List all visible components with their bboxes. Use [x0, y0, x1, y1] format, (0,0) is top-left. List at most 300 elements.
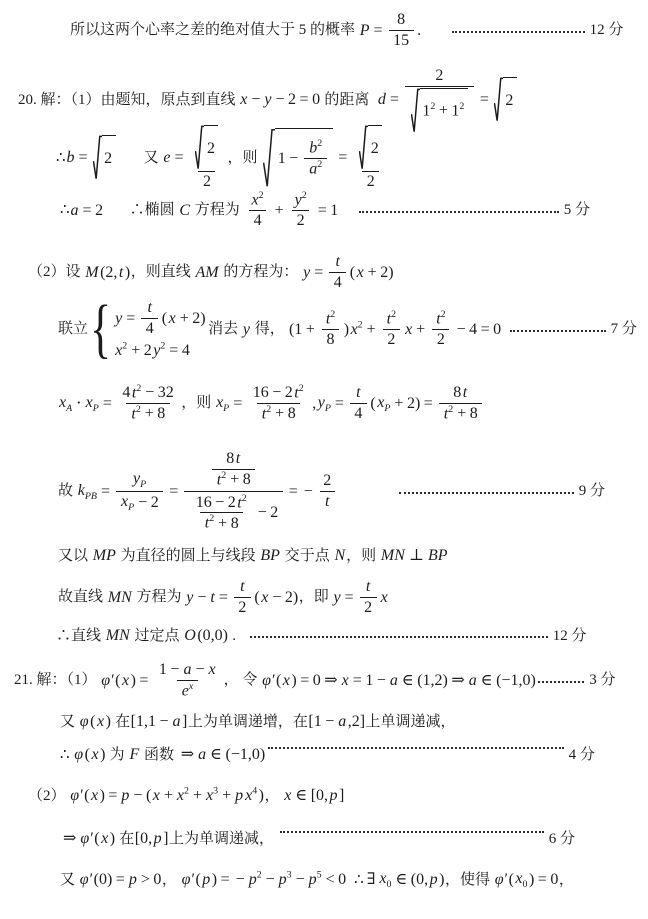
math-number: 8 [242, 470, 251, 488]
math-variable: x [152, 787, 160, 804]
math-variable: t [365, 578, 371, 595]
math-operator: = [233, 394, 243, 412]
fraction-denominator [126, 403, 169, 424]
math-number: 2 [387, 330, 396, 348]
math-subscript: P [324, 403, 331, 415]
fraction-denominator [304, 158, 327, 179]
math-supscript: 4 [252, 785, 258, 797]
math-sqrt [411, 88, 468, 133]
math-operator: − [376, 671, 386, 689]
math-number: 2 [364, 598, 373, 616]
math-number: ( [161, 309, 168, 327]
fraction-numerator [331, 252, 345, 272]
math-number: ) [211, 870, 218, 888]
math-supscript: 2 [136, 383, 142, 394]
math-text: 交于点 [280, 547, 334, 564]
math-text: 联立 [58, 321, 89, 338]
math-number: ] [182, 713, 188, 730]
score-label: 9 分 [578, 483, 606, 500]
math-number: 2 [95, 201, 104, 219]
math-variable: P [359, 21, 370, 39]
math-variable: $y_P$ [133, 469, 147, 490]
fraction-denominator [257, 403, 300, 424]
math-text: ∴ [346, 871, 364, 888]
math-variable: p [202, 870, 211, 888]
math-number: ( [94, 829, 100, 847]
math-operator: = [300, 671, 310, 689]
exists-line [60, 869, 574, 890]
math-number: (0) [93, 870, 113, 888]
math-text: 得， [250, 321, 289, 338]
circle-line [58, 546, 448, 565]
sqrt-content [102, 135, 116, 180]
math-operator: + [131, 342, 141, 360]
math-operator: − [303, 482, 313, 500]
math-operator: = [174, 149, 184, 167]
math-operator: + [416, 320, 426, 338]
math-fraction [118, 383, 178, 424]
math-supscript: 2 [221, 469, 227, 481]
math-operator: − [272, 588, 282, 606]
math-operator: ∃ [366, 870, 376, 888]
math-number: (0,0) [197, 627, 228, 644]
math-fraction [319, 471, 336, 511]
math-number: 2 [370, 139, 379, 157]
math-number: 0 [312, 671, 321, 689]
math-number: ( [508, 870, 514, 888]
fraction-numerator [351, 383, 365, 403]
math-variable: $t^2$ [261, 403, 272, 423]
math-operator: ∈ [480, 671, 493, 689]
math-number: (−1,0) [225, 745, 266, 763]
fraction-numerator [431, 66, 448, 86]
fraction-denominator [350, 403, 367, 424]
math-variable: x [101, 829, 109, 847]
fraction-denominator [234, 597, 251, 618]
math-number: 2 [227, 493, 236, 511]
math-supscript: 5 [316, 869, 322, 881]
math-operator: = [108, 787, 118, 804]
math-text: 方程为 [132, 589, 186, 606]
f-function-line [60, 744, 595, 765]
math-number: 8 [453, 384, 462, 402]
math-number: 8 [397, 11, 406, 28]
math-fraction [154, 660, 220, 701]
math-variable: MN [105, 627, 130, 644]
math-variable: $t^2$ [443, 403, 454, 423]
math-operator: − [251, 91, 261, 109]
math-number: ) [258, 787, 264, 804]
math-variable: $x_A$ [59, 393, 73, 415]
math-text: 的方程为： [219, 264, 303, 281]
math-variable: $b^2$ [309, 138, 323, 157]
math-variable: $x_P$ [121, 492, 135, 513]
math-variable: a [198, 745, 207, 763]
q21-step1-line [14, 660, 616, 701]
math-fraction [439, 383, 482, 424]
math-variable: t [356, 384, 361, 402]
math-number: ( [84, 745, 90, 763]
fraction-numerator [319, 471, 336, 491]
math-text: 的距离 [320, 91, 377, 108]
math-variable: $t^2$ [325, 308, 336, 328]
left-brace-icon: { [90, 291, 112, 366]
math-number: 2 [284, 384, 293, 402]
math-number: ( [275, 671, 282, 689]
math-operator: + [366, 320, 376, 338]
fraction-numerator [321, 309, 340, 329]
math-variable: $p^5$ [308, 869, 322, 888]
math-operator: + [457, 404, 467, 422]
math-variable: MN [107, 588, 132, 606]
math-variable: $t^2$ [204, 513, 215, 532]
math-operator: = [82, 201, 92, 219]
math-number: 2) [406, 394, 421, 412]
math-operator: = [220, 870, 230, 888]
score-label: 7 分 [610, 321, 637, 338]
math-fraction [405, 66, 474, 134]
math-variable: t [235, 450, 241, 467]
fraction-numerator [235, 577, 249, 597]
math-operator: − [265, 870, 275, 888]
math-text: 在 [111, 713, 131, 730]
math-number: 8 [469, 404, 478, 422]
math-number: 1 [365, 671, 374, 689]
fraction-denominator [360, 597, 377, 618]
fraction-denominator [322, 329, 339, 350]
math-text: 又 [60, 871, 79, 888]
math-variable: p [121, 787, 130, 804]
fraction-denominator [439, 403, 482, 424]
math-text: ∴ [60, 746, 74, 763]
math-operator: + [192, 787, 203, 804]
math-number: 4 [354, 404, 363, 422]
math-operator: = [423, 394, 433, 412]
math-variable: $x^2$ [350, 319, 363, 338]
math-number: (0, [410, 870, 429, 888]
math-number: 0 [550, 870, 559, 888]
math-variable: a [468, 671, 477, 689]
math-variable: x [90, 787, 99, 804]
math-variable: BP [260, 547, 280, 564]
math-operator: = [317, 201, 327, 219]
dots-leader [359, 208, 559, 213]
math-variable: x [96, 713, 105, 730]
math-supscript: 2 [241, 492, 247, 504]
math-number: [1 [308, 713, 322, 730]
math-text: 过定点 [130, 627, 184, 644]
math-operator: ⋅ [76, 394, 82, 412]
radical-icon [411, 88, 420, 133]
math-variable: x [91, 745, 99, 763]
math-sqrt [494, 77, 517, 122]
math-text: 21. 解：（1） [14, 672, 101, 689]
dots-leader [280, 828, 544, 833]
math-supscript: 2 [448, 403, 454, 415]
math-variable: p [329, 787, 338, 804]
math-fraction [248, 383, 308, 424]
math-number: ( [254, 588, 260, 606]
math-operator: − [456, 320, 466, 338]
math-operator: = [299, 91, 309, 109]
math-operator: − [295, 870, 305, 888]
math-number: 2 [143, 342, 152, 360]
math-fraction [304, 138, 327, 179]
math-number: 4 [469, 320, 478, 338]
math-variable: MN [380, 547, 405, 564]
decreasing-line [60, 828, 575, 849]
math-operator: − [133, 787, 143, 804]
fraction-denominator [362, 171, 379, 192]
math-supscript: 2 [391, 308, 397, 320]
math-fraction [141, 298, 158, 338]
math-fraction [431, 309, 450, 350]
math-variable: d [377, 91, 386, 109]
math-variable: $t^2$ [131, 383, 142, 402]
score-label: 12 分 [589, 22, 624, 39]
fraction-numerator [118, 383, 178, 403]
math-variable: $x_P$ [377, 393, 391, 415]
math-number: ) [130, 671, 136, 689]
math-variable: φ′ [101, 671, 114, 689]
math-operator: − [159, 713, 169, 730]
m-point-line [28, 252, 394, 292]
math-variable: φ′ [80, 829, 93, 847]
math-variable: y [242, 320, 250, 338]
math-number: ( [195, 870, 201, 888]
math-fraction [389, 10, 414, 50]
math-variable: t [325, 492, 330, 510]
sqrt-content [275, 128, 333, 188]
math-supscript: 2 [317, 159, 323, 171]
fraction-numerator [191, 493, 251, 513]
math-supscript: 2 [440, 308, 446, 320]
math-variable: $y_P$ [317, 393, 331, 415]
radical-icon [263, 128, 275, 188]
math-variable: φ′ [494, 870, 508, 888]
math-fraction [184, 448, 282, 534]
fraction-denominator [320, 491, 334, 512]
math-text: 上为单调递增，在 [187, 713, 308, 730]
math-variable: a [389, 671, 398, 689]
math-text: 在 [115, 830, 135, 847]
math-text: ，使得 [444, 871, 494, 888]
math-number: ) [439, 870, 445, 888]
fraction-denominator [116, 491, 163, 514]
fraction-numerator [128, 469, 151, 491]
radical-icon [494, 77, 503, 122]
math-supscript: 2 [430, 101, 436, 113]
math-number: 0 [493, 320, 502, 338]
math-operator: ⇒ [180, 745, 195, 763]
math-number: 16 [252, 384, 269, 402]
fraction-numerator [449, 383, 472, 403]
fraction-numerator [205, 448, 262, 491]
math-variable: M [85, 263, 99, 281]
math-supscript: 3 [213, 785, 219, 797]
math-number: 16 [195, 493, 212, 511]
math-number: 2 [323, 472, 332, 490]
math-number: ) [105, 713, 111, 730]
math-variable: $p^2$ [248, 869, 262, 888]
math-number: 2 [435, 67, 444, 84]
math-text: ∴直线 [56, 627, 105, 644]
dots-leader [510, 327, 606, 332]
math-variable: t [335, 253, 340, 270]
math-operator: = [479, 91, 489, 109]
math-number: (2, [100, 263, 118, 281]
math-fraction [212, 449, 255, 490]
math-variable: $x^3$ [206, 785, 219, 804]
math-supscript: 2 [258, 190, 264, 201]
math-text: 消去 [208, 321, 242, 338]
math-text: ∴椭圆 [129, 202, 179, 219]
math-number: . [417, 21, 422, 39]
math-variable: φ′ [181, 870, 194, 888]
fraction-denominator [329, 272, 346, 293]
math-number: ] [163, 829, 169, 847]
math-text: 又 [143, 149, 163, 166]
math-operator: − [275, 91, 285, 109]
math-text: ， [558, 871, 574, 888]
math-variable: AM [195, 263, 219, 281]
fraction-denominator [292, 210, 309, 231]
math-operator: + [230, 470, 240, 488]
fraction-numerator [304, 138, 327, 158]
math-number: 8 [287, 405, 296, 423]
math-text: 函数 [140, 746, 178, 763]
system-line [58, 291, 637, 366]
math-operator: = [288, 482, 298, 500]
math-fraction [290, 190, 312, 231]
fraction-denominator [405, 86, 474, 134]
math-operator: + [274, 201, 284, 219]
math-subscript: P [92, 403, 99, 415]
math-operator: = [373, 21, 383, 39]
math-variable: φ′ [79, 870, 93, 888]
math-variable: MP [92, 547, 116, 564]
math-variable: N [334, 547, 346, 564]
math-fraction [247, 190, 269, 231]
fraction-denominator [141, 318, 158, 339]
math-variable: y [186, 588, 194, 606]
math-fraction [360, 577, 377, 617]
math-operator: = [537, 870, 547, 888]
math-operator: = [78, 149, 88, 167]
math-operator: + [179, 309, 189, 327]
math-number: [0, [134, 829, 153, 847]
math-subscript: PB [84, 490, 97, 502]
math-variable: e [163, 149, 171, 167]
math-text: 故直线 [58, 589, 107, 606]
math-text: （2） [28, 787, 70, 804]
math-text: 又 [60, 713, 79, 730]
math-number: ( [84, 787, 90, 804]
math-variable: φ [74, 745, 84, 763]
math-operator: = [115, 870, 125, 888]
math-number: (1 [288, 320, 303, 338]
math-variable: x [356, 263, 364, 281]
cases-row [114, 341, 190, 360]
math-operator: + [305, 320, 315, 338]
math-variable: $y^2$ [153, 340, 166, 360]
math-number: ) [109, 829, 116, 847]
math-operator: − [197, 588, 207, 606]
math-operator: − [272, 384, 282, 402]
math-operator: = [169, 342, 179, 360]
math-variable: x [380, 588, 388, 606]
math-variable: b [66, 149, 75, 167]
math-subscript: A [66, 403, 73, 415]
math-variable: a [183, 661, 192, 678]
radical-icon [359, 125, 368, 170]
math-operator: + [438, 102, 448, 120]
math-number: 8 [157, 405, 166, 423]
math-number: [0, [310, 787, 329, 804]
xp-yp-line [58, 383, 485, 424]
math-fraction [191, 493, 251, 534]
fraction-numerator [382, 309, 401, 329]
math-number: ) [124, 263, 131, 281]
math-supscript: 2 [459, 101, 465, 113]
math-operator: < [325, 870, 335, 888]
fraction-numerator [248, 383, 308, 403]
fraction-numerator [361, 577, 375, 597]
math-operator: = [218, 588, 228, 606]
math-variable: $x_0$ [515, 870, 528, 891]
math-supscript: 2 [160, 340, 166, 352]
math-variable: $t^2$ [386, 308, 397, 328]
math-cases [90, 291, 206, 366]
math-number: ( [370, 394, 376, 412]
math-variable: p [235, 787, 244, 804]
math-operator: − [289, 150, 299, 168]
math-number: 2 [206, 139, 215, 157]
math-operator: + [163, 787, 173, 804]
math-supscript: 2 [256, 869, 262, 881]
sqrt-content [503, 77, 517, 122]
math-variable: $t^2$ [131, 403, 141, 423]
math-variable: y [264, 91, 272, 109]
math-text: 方程为 [191, 202, 244, 219]
math-number: 15 [393, 31, 410, 49]
math-variable: O [184, 627, 196, 644]
math-supscript: 2 [209, 513, 215, 525]
math-variable: x [240, 91, 248, 109]
math-number: ,2] [347, 713, 366, 730]
cases-row [114, 298, 206, 338]
dots-leader [538, 678, 584, 683]
math-operator: = [126, 309, 136, 327]
math-operator: = [102, 394, 112, 412]
math-text: . [228, 627, 240, 644]
math-number: ) [343, 320, 350, 338]
kpb-line [58, 448, 605, 534]
ellipse-line [60, 190, 590, 231]
math-variable: x [405, 320, 413, 338]
math-variable: $t^2$ [294, 383, 304, 402]
fraction-denominator [212, 469, 255, 490]
radical-icon [93, 135, 102, 180]
fraction-denominator [249, 210, 266, 231]
math-fraction [382, 309, 401, 350]
math-variable: x [121, 671, 130, 689]
math-subscript: P [128, 501, 135, 513]
math-operator: − [257, 504, 267, 522]
math-number: 1 [277, 150, 286, 168]
math-number: 2 [270, 504, 279, 522]
math-text: 又以 [58, 547, 92, 564]
